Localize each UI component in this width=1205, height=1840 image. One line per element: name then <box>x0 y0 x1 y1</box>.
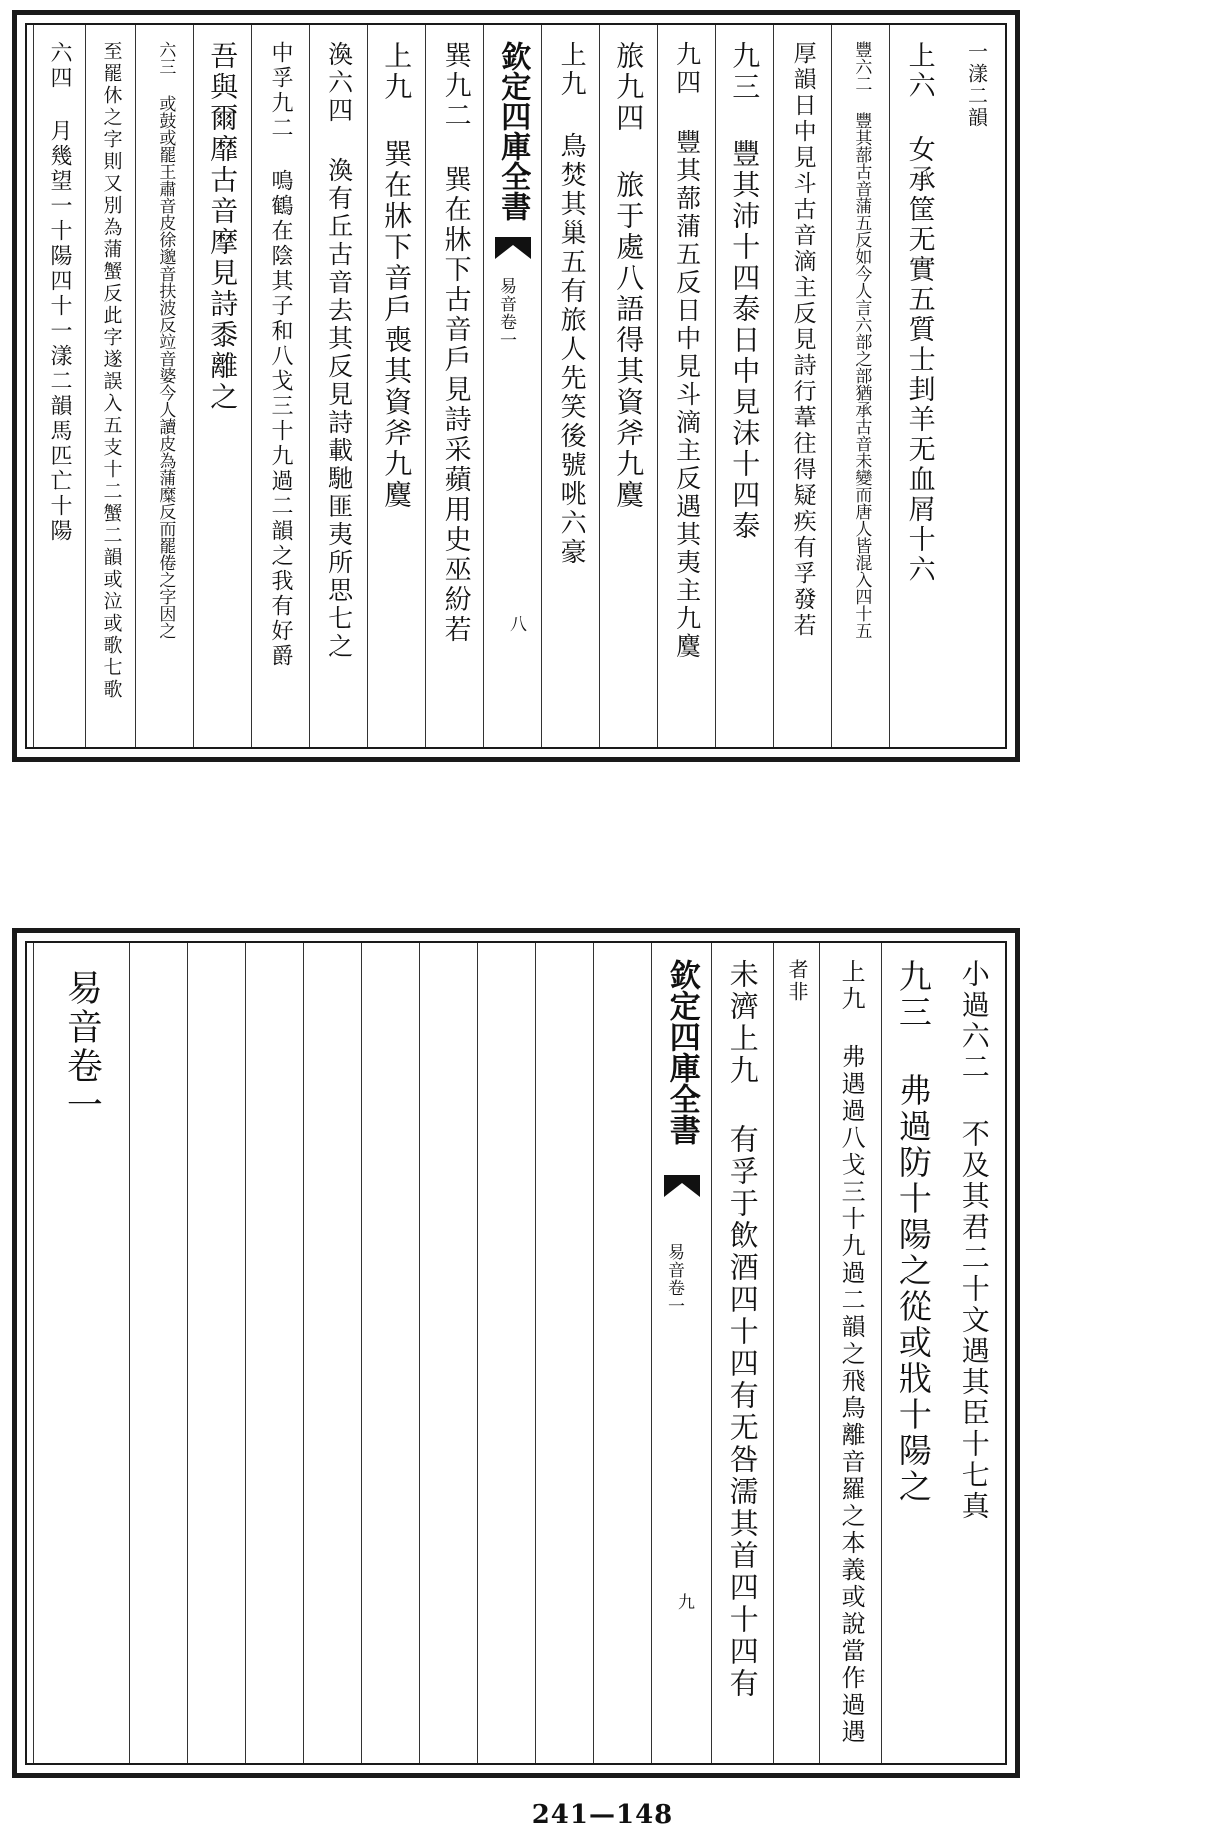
text-column <box>309 25 367 747</box>
column-text: 小過六二 不及其君二十文遇其臣十七真 <box>957 959 991 1522</box>
top-leaf-frame <box>25 23 1007 749</box>
text-column <box>819 943 881 1763</box>
column-text: 一漾二韻 <box>964 41 989 129</box>
column-text: 易音卷一 <box>61 969 103 1125</box>
column-text: 九四 豐其蔀蒲五反日中見斗滴主反遇其夷主九麌 <box>672 41 702 661</box>
center-fold-column <box>651 943 711 1763</box>
column-text: 至罷休之字則又別為蒲蟹反此字遂誤入五支十二蟹二韻或泣或歌七歌 <box>100 41 123 701</box>
column-text: 吾與爾靡古音摩見詩黍離之 <box>206 41 240 413</box>
text-column <box>193 25 251 747</box>
text-column <box>33 943 129 1763</box>
text-column <box>657 25 715 747</box>
text-column <box>773 25 831 747</box>
center-subtitle: 易音卷一 <box>496 277 516 349</box>
column-text: 上六 女承筐无實五質士刲羊无血屑十六 <box>903 41 935 585</box>
column-text: 六四 月幾望一十陽四十一漾二韻馬匹亡十陽 <box>47 41 73 544</box>
text-column <box>711 943 773 1763</box>
center-title: 欽定四庫全書 <box>495 41 531 221</box>
text-column <box>947 25 1005 747</box>
column-text: 未濟上九 有孚于飲酒四十四有无咎濡其首四十四有 <box>725 959 760 1700</box>
center-subtitle: 易音卷一 <box>664 1243 684 1315</box>
center-fold-column <box>483 25 541 747</box>
text-column <box>881 943 943 1763</box>
text-column <box>251 25 309 747</box>
column-text: 中孚九二 鳴鶴在陰其子和八戈三十九過二韻之我有好爵 <box>268 41 294 669</box>
column-text: 者非 <box>785 959 809 1003</box>
column-text: 厚韻日中見斗古音滴主反見詩行葦往得疑疾有孚發若 <box>789 41 816 639</box>
column-text: 九三 弗過防十陽之從或戕十陽之 <box>893 959 933 1505</box>
column-text: 巽九二 巽在牀下古音戶見詩采蘋用史巫紛若 <box>439 41 471 645</box>
fish-tail-ornament-icon <box>495 237 531 263</box>
page-footer-number: 241—148 <box>531 1800 674 1830</box>
center-page-number: 九 <box>674 1593 694 1610</box>
center-page-number: 八 <box>506 615 526 632</box>
empty-column <box>593 943 651 1763</box>
text-column <box>889 25 947 747</box>
text-column <box>135 25 193 747</box>
text-column <box>943 943 1005 1763</box>
empty-column <box>361 943 419 1763</box>
text-column <box>715 25 773 747</box>
text-column <box>599 25 657 747</box>
text-column <box>33 25 85 747</box>
column-text: 渙六四 渙有丘古音去其反見詩載馳匪夷所思七之 <box>324 41 354 661</box>
empty-column <box>477 943 535 1763</box>
bottom-leaf-frame <box>25 941 1007 1765</box>
empty-column <box>245 943 303 1763</box>
column-text: 上九 巽在牀下音戶喪其資斧九麌 <box>380 41 414 511</box>
empty-column <box>129 943 187 1763</box>
top-leaf <box>12 10 1020 762</box>
text-column <box>773 943 819 1763</box>
column-text: 六三 或鼓或罷王肅音皮徐邈音扶波反竝音婆今人讀皮為蒲糜反而罷倦之字因之 <box>155 41 176 639</box>
text-column <box>831 25 889 747</box>
column-text: 上九 鳥焚其巢五有旅人先笑後號咷六豪 <box>556 41 587 567</box>
text-column <box>85 25 135 747</box>
center-title: 欽定四庫全書 <box>663 959 700 1145</box>
column-text: 豐六二 豐其蔀古音蒲五反如今人言六部之部猶承古音未變而唐人皆混入四十五 <box>851 41 872 639</box>
fish-tail-ornament-icon <box>664 1175 700 1201</box>
text-column <box>367 25 425 747</box>
empty-column <box>187 943 245 1763</box>
bottom-leaf <box>12 928 1020 1778</box>
empty-column <box>303 943 361 1763</box>
empty-column <box>535 943 593 1763</box>
text-column <box>541 25 599 747</box>
empty-column <box>419 943 477 1763</box>
column-text: 九三 豐其沛十四泰日中見沫十四泰 <box>728 41 762 542</box>
column-text: 上九 弗遇過八戈三十九過二韻之飛鳥離音羅之本義或說當作過遇 <box>837 959 866 1746</box>
text-column <box>425 25 483 747</box>
column-text: 旅九四 旅于處八語得其資斧九麌 <box>612 41 646 511</box>
